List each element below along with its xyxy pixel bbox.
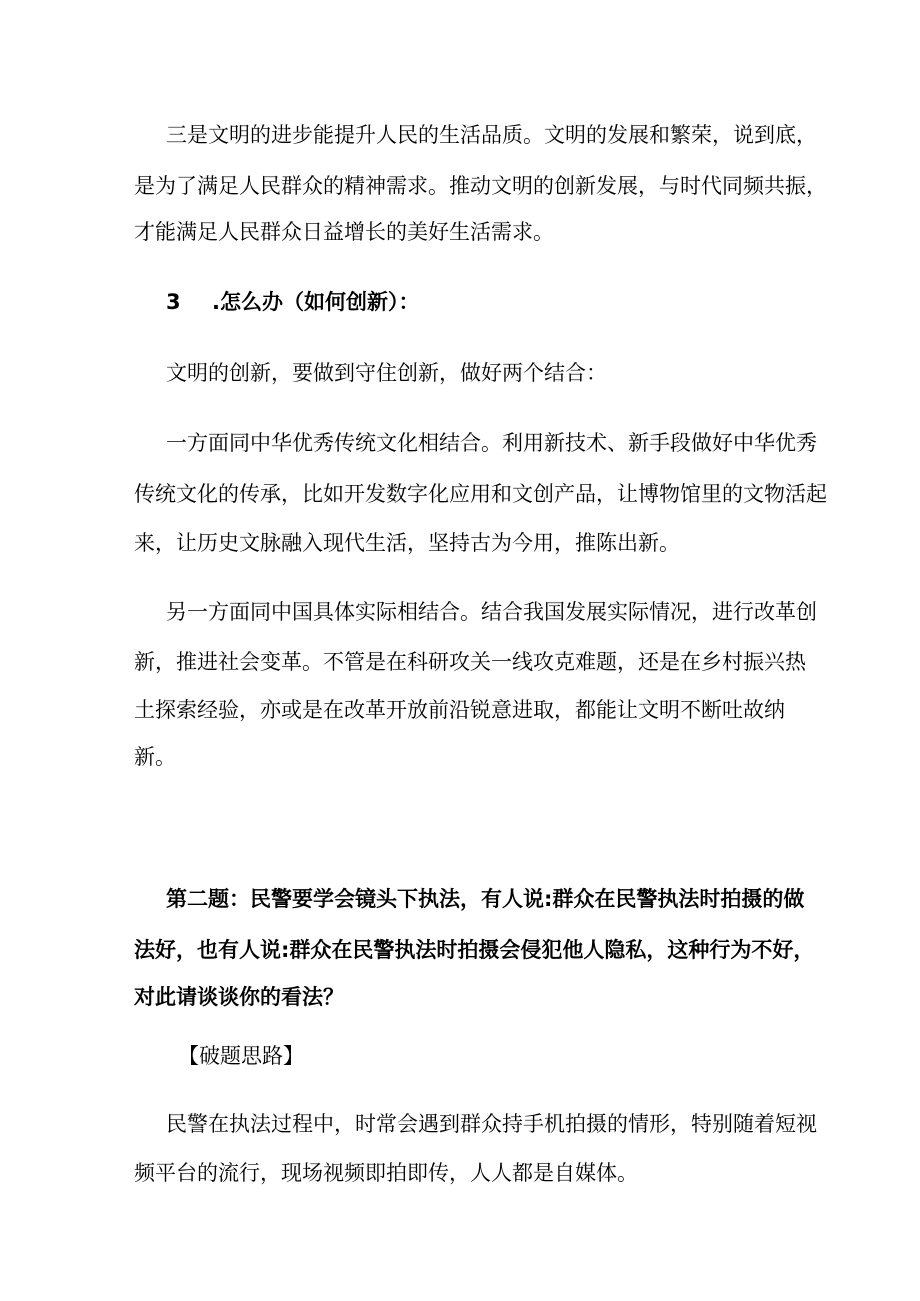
paragraph-line: 土探索经验，亦或是在改革开放前沿锐意进取，都能让文明不断吐故纳 [134, 698, 785, 722]
paragraph-line: 民警在执法过程中，时常会遇到群众持手机拍摄的情形，特别随着短视 [166, 1112, 817, 1136]
question-line: 法好，也有人说:群众在民警执法时拍摄会侵犯他人隐私，这种行为不好， [134, 938, 815, 962]
paragraph-line: 一方面同中华优秀传统文化相结合。利用新技术、新手段做好中华优秀 [166, 431, 817, 455]
paragraph-line: 新。 [134, 745, 176, 769]
paragraph-line: 另一方面同中国具体实际相结合。结合我国发展实际情况，进行改革创 [166, 600, 817, 624]
paragraph-line: 是为了满足人民群众的精神需求。推动文明的创新发展，与时代同频共振， [134, 174, 827, 198]
paragraph-line: 来，让历史文脉融入现代生活，坚持古为今用，推陈出新。 [134, 531, 680, 555]
paragraph-line: 新，推进社会变革。不管是在科研攻关一线攻克难题，还是在乡村振兴热 [134, 650, 806, 674]
analysis-label: 【破题思路】 [178, 1044, 304, 1068]
question-line: 第二题：民警要学会镜头下执法，有人说:群众在民警执法时拍摄的做 [166, 887, 805, 911]
section-heading: .怎么办（如何创新）： [212, 290, 420, 314]
paragraph-line: 才能满足人民群众日益增长的美好生活需求。 [134, 220, 554, 244]
section-number: 3 [166, 290, 181, 314]
paragraph-line: 传统文化的传承，比如开发数字化应用和文创产品，让博物馆里的文物活起 [134, 482, 827, 506]
paragraph-line: 文明的创新，要做到守住创新，做好两个结合： [166, 361, 607, 385]
question-line: 对此请谈谈你的看法？ [134, 985, 344, 1009]
paragraph-line: 频平台的流行，现场视频即拍即传，人人都是自媒体。 [134, 1161, 638, 1185]
paragraph-line: 三是文明的进步能提升人民的生活品质。文明的发展和繁荣，说到底， [166, 123, 817, 147]
